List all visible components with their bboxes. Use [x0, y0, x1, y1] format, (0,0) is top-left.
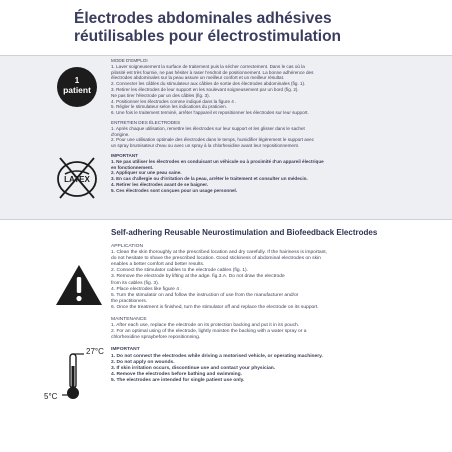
- divider: [0, 55, 452, 56]
- english-application-line: 6. Once the treatment is finished, turn the stimulator off and replace the electrode on its support.: [111, 304, 319, 310]
- french-maintenance-line: un spray brumisateur d'eau ou avec un spray à la chlorhexidine avant leur repositionnement.: [111, 143, 300, 149]
- english-important-line: 3. If skin irritation occurs, discontinue use and contact your physician.: [111, 365, 276, 371]
- french-mode-title: MODE D'EMPLOI: [111, 58, 148, 63]
- english-maintenance-line: 1. After each use, replace the electrode on its protection backing and put it in its pouch.: [111, 323, 300, 329]
- divider: [0, 219, 452, 220]
- french-important-line: 1. Ne pas utiliser les électrodes en conduisant un véhicule ou à proximité d'un appareil électrique: [111, 158, 324, 164]
- french-maintenance-title: ENTRETIEN DES ÉLECTRODES: [111, 119, 181, 125]
- english-application-line: 1. Clean the skin thoroughly at the prescribed location and dry carefully. If the hairiness is important,: [111, 250, 328, 256]
- french-important-line: 5. Ces électrodes sont conçues pour un usage personnel.: [111, 187, 238, 193]
- english-instructions: [111, 244, 446, 384]
- french-mode-line: 4. Positionner les électrodes comme indiqué dans la figure 4 .: [111, 98, 237, 104]
- badge-word: patient: [63, 85, 91, 95]
- badge-number: 1: [74, 76, 80, 85]
- temperature-min: 5°C: [44, 392, 58, 401]
- english-application-line: do not hesitate to shave the prescribed location. Good stickiness of abdominal electrodes on skin: [111, 256, 321, 262]
- english-important-line: 2. Do not apply on wounds.: [111, 359, 175, 365]
- french-important-line: 3. En cas d'allergie ou d'irritation de la peau, arrêter le traitement et consulter un médecin.: [111, 176, 308, 182]
- english-important-line: 1. Do not connect the electrodes while driving a motorised vehicle, or operating machinery.: [111, 353, 323, 359]
- latex-label: LATEX: [64, 175, 90, 184]
- english-section-title: Self-adhering Reusable Neurostimulation and Biofeedback Electrodes: [111, 228, 378, 237]
- french-mode-line: pilosité est très fournie, ne pas hésiter à raser l'endroit de positionnement. La bonne adhérence des: [111, 69, 314, 75]
- english-important-line: 4. Remove the electrodes before bathing and swimming.: [111, 371, 242, 377]
- french-maintenance-line: 1. Après chaque utilisation, remettre les électrodes sur leur support et les glisser dans le sachet: [111, 125, 305, 131]
- french-instructions: [111, 58, 441, 194]
- document-title: [74, 10, 444, 46]
- english-important-line: 5. The electrodes are intended for single patient use only.: [111, 377, 245, 383]
- english-application-line: 3. Remove the electrode by lifting at the adge. fig.3.A. Do not draw the electrode: [111, 274, 285, 280]
- document-title-line2: réutilisables pour électrostimulation: [74, 28, 342, 45]
- french-mode-line: 5. Régler le stimulateur selon les indications du praticien.: [111, 104, 227, 110]
- temperature-max: 27°C: [86, 347, 104, 356]
- french-mode-line: 3. Retirer les électrodes de leur support en les soulevant soigneusement par un bord (fig. 2).: [111, 86, 299, 92]
- english-important-title: IMPORTANT: [111, 347, 140, 353]
- french-mode-line: électrodes abdominales sur la peau assure un meilleur confort et un meilleur résultat.: [111, 75, 285, 81]
- french-mode-line: Ne pas tirer l'électrode par un des câbles (fig. 3).: [111, 92, 210, 98]
- single-patient-badge: [57, 67, 97, 107]
- english-application-line: 2. Connect the stimulator cables to the electrode cables (fig. 1).: [111, 268, 249, 274]
- french-maintenance-line: d'origine.: [111, 131, 130, 137]
- english-application-title: APPLICATION: [111, 244, 143, 249]
- english-maintenance-title: MAINTENANCE: [111, 317, 147, 323]
- no-latex-icon: [52, 152, 102, 202]
- warning-triangle-icon: [55, 264, 103, 306]
- english-application-line: 4. Place electrodes like figure 4 .: [111, 286, 182, 292]
- french-important-title: IMPORTANT: [111, 152, 138, 158]
- english-application-line: from its cables (fig. 3).: [111, 280, 160, 286]
- french-important-line: 4. Retirer les électrodes avant de se baigner.: [111, 181, 209, 187]
- thermometer-icon: [58, 352, 88, 402]
- french-maintenance-line: 2. Pour une utilisation optimale des électrodes dans le temps, humidifier légèrement le support avec: [111, 137, 315, 143]
- english-application-line: enables a better comfort and better results.: [111, 262, 205, 268]
- french-important-line: en fonctionnement.: [111, 164, 154, 170]
- english-maintenance-line: 2. For an optimal using of the electrode, lightly moisten the backing with a water spray or a: [111, 329, 307, 335]
- french-mode-line: 2. Connecter les câbles du stimulateur aux câbles de sortie des électrodes abdominales (fig. 1).: [111, 81, 306, 87]
- english-application-line: 5. Turn the stimulator on and follow the instruction of use from the manufacturer and/or: [111, 292, 299, 298]
- french-mode-line: 1. Laver soigneusement la surface de traitement puis la sécher correctement. Dans le cas où la: [111, 63, 305, 69]
- french-important-line: 2. Appliquer sur une peau saine.: [111, 170, 182, 176]
- english-maintenance-line: chlorhexidine spraybefore repositionning.: [111, 335, 201, 341]
- english-application-line: the practitioners.: [111, 298, 148, 304]
- french-mode-line: 6. Une fois le traitement terminé, arrêter l'appareil et repositionner les électrodes sur leur support.: [111, 110, 309, 116]
- document-title-line1: Électrodes abdominales adhésives: [74, 10, 332, 27]
